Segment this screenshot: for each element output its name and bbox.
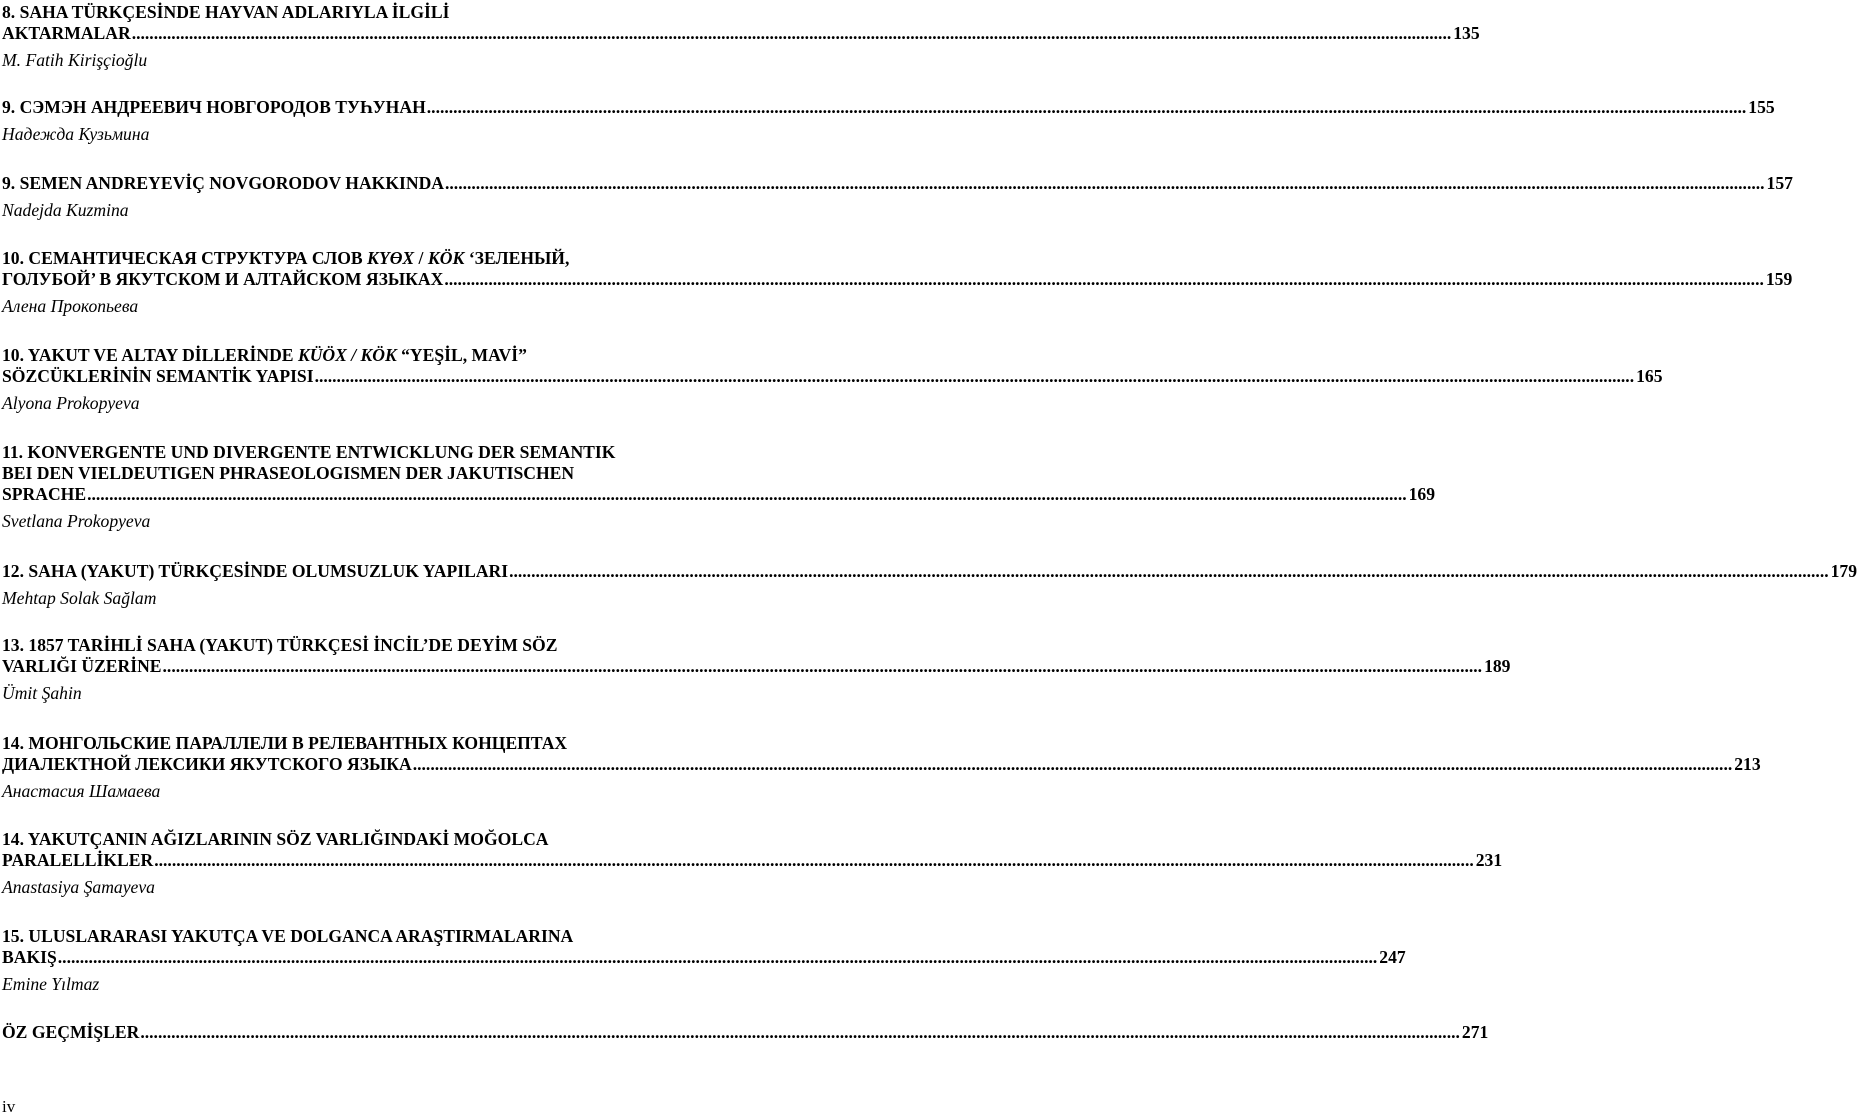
entry-title-line bbox=[2, 345, 709, 366]
entry-title-last-line bbox=[2, 561, 1857, 582]
entry-author: Анастасия Шамаева bbox=[2, 781, 161, 801]
entry-title-line: 14. YAKUTÇANIN AĞIZLARININ SÖZ VARLIĞINDAKİ MOĞOLCA bbox=[2, 829, 549, 849]
page-number: 231 bbox=[1475, 850, 1503, 870]
entry-author: Ümit Şahin bbox=[2, 683, 82, 703]
page-number: 155 bbox=[1748, 97, 1775, 117]
leader-dots: ............................................................................................................................................................................................................................................................................................................ bbox=[412, 754, 1733, 774]
title-part: “YEŞİL, MAVİ” bbox=[396, 345, 527, 365]
title-part: / bbox=[414, 248, 428, 268]
title-part-italic: КӦК bbox=[427, 248, 465, 268]
leader-dots: ............................................................................................................................................................................................................................................................................................................ bbox=[444, 269, 1764, 289]
entry-title-line: BEI DEN VIELDEUTIGEN PHRASEOLOGISMEN DER JAKUTISCHEN bbox=[2, 463, 575, 483]
entry-author: Svetlana Prokopyeva bbox=[2, 511, 151, 531]
leader-dots: ............................................................................................................................................................................................................................................................................................................ bbox=[154, 850, 1474, 870]
toc-entry[interactable] bbox=[2, 442, 1435, 532]
entry-title-last-line bbox=[2, 1022, 1489, 1043]
entry-title-text: 9. СЭМЭН АНДРЕЕВИЧ НОВГОРОДОВ ТУҺУНАН bbox=[2, 97, 426, 117]
leader-dots: ............................................................................................................................................................................................................................................................................................................ bbox=[314, 366, 1635, 386]
entry-author: Надежда Кузьмина bbox=[2, 124, 150, 144]
entry-title-text: ÖZ GEÇMİŞLER bbox=[2, 1022, 140, 1042]
title-part: ‘ЗЕЛЕНЫЙ, bbox=[464, 248, 570, 268]
entry-title-text: BAKIŞ bbox=[2, 947, 57, 967]
page-number: 159 bbox=[1765, 269, 1793, 289]
entry-author: Mehtap Solak Sağlam bbox=[2, 588, 157, 608]
entry-title-text: SPRACHE bbox=[2, 484, 87, 504]
entry-title-last-line bbox=[2, 947, 1406, 968]
leader-dots: ............................................................................................................................................................................................................................................................................................................ bbox=[162, 656, 1483, 676]
entry-author: Nadejda Kuzmina bbox=[2, 200, 129, 220]
page-number: 169 bbox=[1408, 484, 1435, 504]
leader-dots: ............................................................................................................................................................................................................................................................................................................ bbox=[140, 1022, 1460, 1042]
entry-title-line bbox=[2, 248, 709, 269]
title-part: 10. СЕМАНТИЧЕСКАЯ СТРУКТУРА СЛОВ bbox=[2, 248, 368, 268]
toc-entry[interactable] bbox=[2, 1022, 1489, 1043]
entry-author: Алена Прокопьева bbox=[2, 296, 139, 316]
toc-entry[interactable] bbox=[2, 97, 1775, 145]
entry-author: Emine Yılmaz bbox=[2, 974, 100, 994]
toc-entry[interactable] bbox=[2, 561, 1857, 609]
entry-title-last-line bbox=[2, 23, 1480, 44]
entry-title-line: 13. 1857 TARİHLİ SAHA (YAKUT) TÜRKÇESİ İNCİL’DE DEYİM SÖZ bbox=[2, 635, 558, 655]
entry-title-last-line bbox=[2, 656, 1511, 677]
entry-title-last-line bbox=[2, 484, 1435, 505]
leader-dots: ............................................................................................................................................................................................................................................................................................................ bbox=[131, 23, 1452, 43]
leader-dots: ............................................................................................................................................................................................................................................................................................................ bbox=[445, 173, 1765, 193]
title-part: 10. YAKUT VE ALTAY DİLLERİNDE bbox=[2, 345, 298, 365]
toc-entry[interactable] bbox=[2, 635, 1511, 704]
entry-title-line: 14. МОНГОЛЬСКИЕ ПАРАЛЛЕЛИ В РЕЛЕВАНТНЫХ КОНЦЕПТАХ bbox=[2, 733, 568, 753]
entry-title-text: VARLIĞI ÜZERİNE bbox=[2, 656, 162, 676]
page-number: 189 bbox=[1484, 656, 1511, 676]
entry-author: Anastasiya Şamayeva bbox=[2, 877, 155, 897]
entry-title-line: 11. KONVERGENTE UND DIVERGENTE ENTWICKLUNG DER SEMANTIK bbox=[2, 442, 616, 462]
page-number: 213 bbox=[1734, 754, 1761, 774]
leader-dots: ............................................................................................................................................................................................................................................................................................................ bbox=[426, 97, 1747, 117]
toc-entry[interactable] bbox=[2, 345, 1663, 414]
toc-entry[interactable] bbox=[2, 2, 1480, 71]
entry-title-last-line bbox=[2, 850, 1503, 871]
entry-title-line: 15. ULUSLARARASI YAKUTÇA VE DOLGANCA ARAŞTIRMALARINA bbox=[2, 926, 574, 946]
toc-entry[interactable] bbox=[2, 173, 1793, 221]
entry-title-last-line bbox=[2, 173, 1793, 194]
title-part-italic: КҮӨХ bbox=[367, 248, 415, 268]
toc-entry[interactable] bbox=[2, 926, 1406, 995]
entry-title-text: ДИАЛЕКТНОЙ ЛЕКСИКИ ЯКУТСКОГО ЯЗЫКА bbox=[2, 754, 412, 774]
entry-author: Alyona Prokopyeva bbox=[2, 393, 140, 413]
toc-entry[interactable] bbox=[2, 733, 1761, 802]
page-number: 157 bbox=[1766, 173, 1793, 193]
entry-title-text: 12. SAHA (YAKUT) TÜRKÇESİNDE OLUMSUZLUK YAPILARI bbox=[2, 561, 509, 581]
entry-title-line: 8. SAHA TÜRKÇESİNDE HAYVAN ADLARIYLA İLGİLİ bbox=[2, 2, 450, 22]
entry-author: M. Fatih Kirişçioğlu bbox=[2, 50, 148, 70]
leader-dots: ............................................................................................................................................................................................................................................................................................................ bbox=[57, 947, 1378, 967]
page-number: 135 bbox=[1453, 23, 1480, 43]
entry-title-text: AKTARMALAR bbox=[2, 23, 131, 43]
entry-title-last-line bbox=[2, 269, 1793, 290]
toc-entry[interactable] bbox=[2, 829, 1503, 898]
page-number: 165 bbox=[1636, 366, 1663, 386]
toc-entry[interactable] bbox=[2, 248, 1793, 317]
entry-title-text: ГОЛУБОЙ’ В ЯКУТСКОМ И АЛТАЙСКОМ ЯЗЫКАХ bbox=[2, 269, 444, 289]
entry-title-text: SÖZCÜKLERİNİN SEMANTİK YAPISI bbox=[2, 366, 314, 386]
leader-dots: ............................................................................................................................................................................................................................................................................................................ bbox=[87, 484, 1407, 504]
entry-title-last-line bbox=[2, 366, 1663, 387]
page-number: 247 bbox=[1379, 947, 1406, 967]
entry-title-text: 9. SEMEN ANDREYEVİÇ NOVGORODOV HAKKINDA bbox=[2, 173, 444, 193]
entry-title-last-line bbox=[2, 754, 1761, 775]
entry-title-last-line bbox=[2, 97, 1775, 118]
page-footer-number: iv bbox=[2, 1097, 16, 1116]
title-part-italic: KÜÖX / KÖK bbox=[297, 345, 397, 365]
page-number: 271 bbox=[1461, 1022, 1489, 1042]
entry-title-text: PARALELLİKLER bbox=[2, 850, 154, 870]
leader-dots: ............................................................................................................................................................................................................................................................................................................ bbox=[509, 561, 1829, 581]
page-number: 179 bbox=[1830, 561, 1857, 581]
